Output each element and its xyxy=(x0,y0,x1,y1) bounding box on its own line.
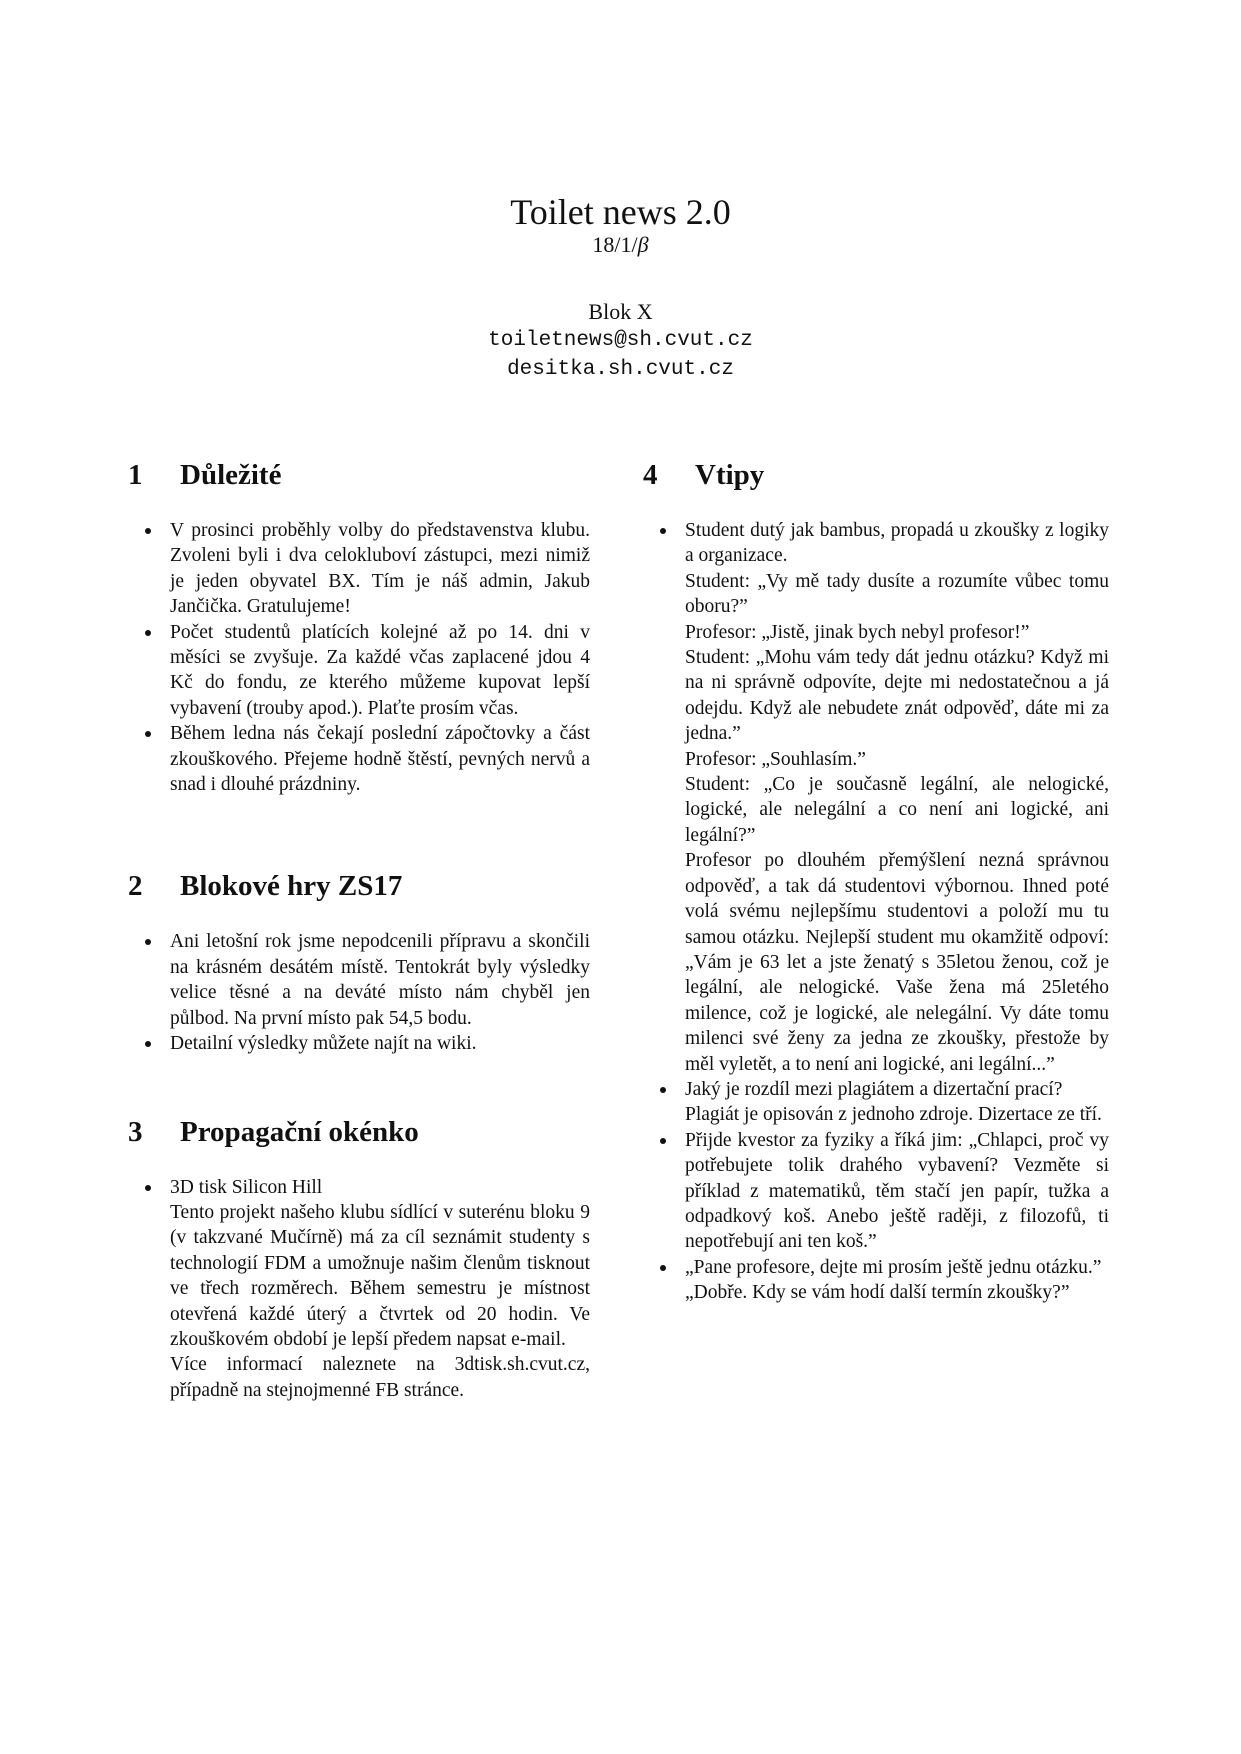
section-heading xyxy=(128,458,590,492)
list-item xyxy=(685,1128,1109,1255)
section-number: 3 xyxy=(128,1115,143,1148)
document-title: Toilet news 2.0 xyxy=(510,192,731,232)
item-paragraph: Ani letošní rok jsme nepodcenili přípravu a skončili na krásném desátém místě. Tentokrát byly výsledky velice těsné a na deváté místo nám chyběl jen půlbod. Na první místo pak 54,5 bodu. xyxy=(170,931,590,1029)
list-item xyxy=(170,721,590,797)
bullet-list xyxy=(643,518,1109,1306)
section-title: Propagační okénko xyxy=(180,1115,419,1148)
item-paragraph: Student: „Mohu vám tedy dát jednu otázku? Když mi na ni správně odpovíte, dejte mi nedostatečnou a já odejdu. Když ale nebudete znát odpověď, dáte mi za jedna.” xyxy=(685,647,1109,745)
item-paragraph: Profesor: „Souhlasím.” xyxy=(685,748,866,770)
issue-date-prefix: 18/1/ xyxy=(592,232,638,257)
item-paragraph: Více informací naleznete na 3dtisk.sh.cvut.cz, případně na stejnojmenné FB stránce. xyxy=(170,1354,590,1401)
list-item xyxy=(685,1077,1109,1128)
right-column xyxy=(643,458,1109,1354)
list-item xyxy=(170,1031,590,1056)
bullet-list xyxy=(128,518,590,797)
list-item xyxy=(685,1255,1109,1306)
item-paragraph: Počet studentů platících kolejné až po 14. dni v měsíci se zvyšuje. Za každé včas zaplacené jdou 4 Kč do fondu, ze kterého můžeme kupovat lepší vybavení (trouby apod.). Plaťte prosím včas. xyxy=(170,621,590,719)
section-title: Důležité xyxy=(180,459,282,491)
author-name: Blok X xyxy=(588,299,653,324)
section-propagacni-okenko xyxy=(128,1115,590,1404)
bullet-list xyxy=(128,1175,590,1404)
author-website[interactable]: desitka.sh.cvut.cz xyxy=(507,358,734,381)
list-item xyxy=(170,1175,590,1404)
issue-date xyxy=(0,232,1241,258)
section-vtipy xyxy=(643,458,1109,1306)
item-paragraph: Student: „Vy mě tady dusíte a rozumíte vůbec tomu oboru?” xyxy=(685,570,1109,618)
item-paragraph: Přijde kvestor za fyziky a říká jim: „Chlapci, proč vy potřebujete tolik drahého vybavení? Vezměte si příklad z matematiků, těm stačí jen papír, tužka a odpadkový koš. Anebo ještě raději, z filozofů, ti nepotřebují ani ten koš.” xyxy=(685,1129,1109,1253)
section-dulezite xyxy=(128,458,590,797)
section-number: 1 xyxy=(128,459,143,491)
item-paragraph: Plagiát je opisován z jednoho zdroje. Dizertace ze tří. xyxy=(685,1104,1102,1126)
section-title: Vtipy xyxy=(695,459,765,491)
document-header xyxy=(0,192,1241,384)
section-title: Blokové hry ZS17 xyxy=(180,870,403,903)
section-number: 4 xyxy=(643,459,658,491)
item-paragraph: Profesor po dlouhém přemýšlení nezná správnou odpověď, a tak dá studentovi výbornou. Ihned poté volá svému nejlepšímu studentovi a položí mu tu samou otázku. Nejlepší student mu okamžitě odpoví: „Vám je 63 let a jste ženatý s 35letou ženou, což je legální, ale nelogické. Vaše žena má 25letého milence, což je logické, ale nelegální. Vy dáte tomu milenci své ženy za jedna ze zkoušky, přestože by měl vyletět, a to není ani logické, ani legální...” xyxy=(685,850,1109,1075)
item-paragraph: „Pane profesore, dejte mi prosím ještě jednu otázku.” xyxy=(685,1256,1102,1278)
author-email[interactable]: toiletnews@sh.cvut.cz xyxy=(488,329,753,352)
item-paragraph: Profesor: „Jistě, jinak bych nebyl profesor!” xyxy=(685,621,1030,643)
item-paragraph: Detailní výsledky můžete najít na wiki. xyxy=(170,1033,477,1055)
section-blokove-hry xyxy=(128,869,590,1056)
list-item xyxy=(170,929,590,1031)
bullet-list xyxy=(128,929,590,1056)
item-paragraph: 3D tisk Silicon Hill xyxy=(170,1176,323,1198)
issue-date-symbol: β xyxy=(637,232,649,257)
left-column xyxy=(128,458,590,1451)
list-item xyxy=(170,518,590,620)
section-heading xyxy=(643,458,1109,492)
item-paragraph: Tento projekt našeho klubu sídlící v suterénu bloku 9 (v takzvané Mučírně) má za cíl seznámit studenty s technologií FDM a umožnuje našim členům tisknout ve třech rozměrech. Během semestru je místnost otevřená každé úterý a čtvrtek od 20 hodin. Ve zkouškovém období je lepší předem napsat e-mail. xyxy=(170,1201,590,1350)
item-paragraph: „Dobře. Kdy se vám hodí další termín zkoušky?” xyxy=(685,1282,1070,1304)
item-paragraph: Během ledna nás čekají poslední zápočtovky a část zkouškového. Přejeme hodně štěstí, pevných nervů a snad i dlouhé prázdniny. xyxy=(170,723,590,796)
section-heading xyxy=(128,1115,590,1149)
list-item xyxy=(685,518,1109,1077)
section-number: 2 xyxy=(128,870,143,903)
item-paragraph: Student: „Co je současně legální, ale nelogické, logické, ale nelegální a co není ani logické, ani legální?” xyxy=(685,774,1109,846)
item-paragraph: V prosinci proběhly volby do představenstva klubu. Zvoleni byli i dva celokluboví zástupci, mezi nimiž je jeden obyvatel BX. Tím je náš admin, Jakub Jančička. Gratulujeme! xyxy=(170,520,590,618)
item-paragraph: Jaký je rozdíl mezi plagiátem a dizertační prací? xyxy=(685,1078,1063,1100)
item-paragraph: Student dutý jak bambus, propadá u zkoušky z logiky a organizace. xyxy=(685,520,1109,567)
list-item xyxy=(170,620,590,722)
section-heading xyxy=(128,869,590,903)
